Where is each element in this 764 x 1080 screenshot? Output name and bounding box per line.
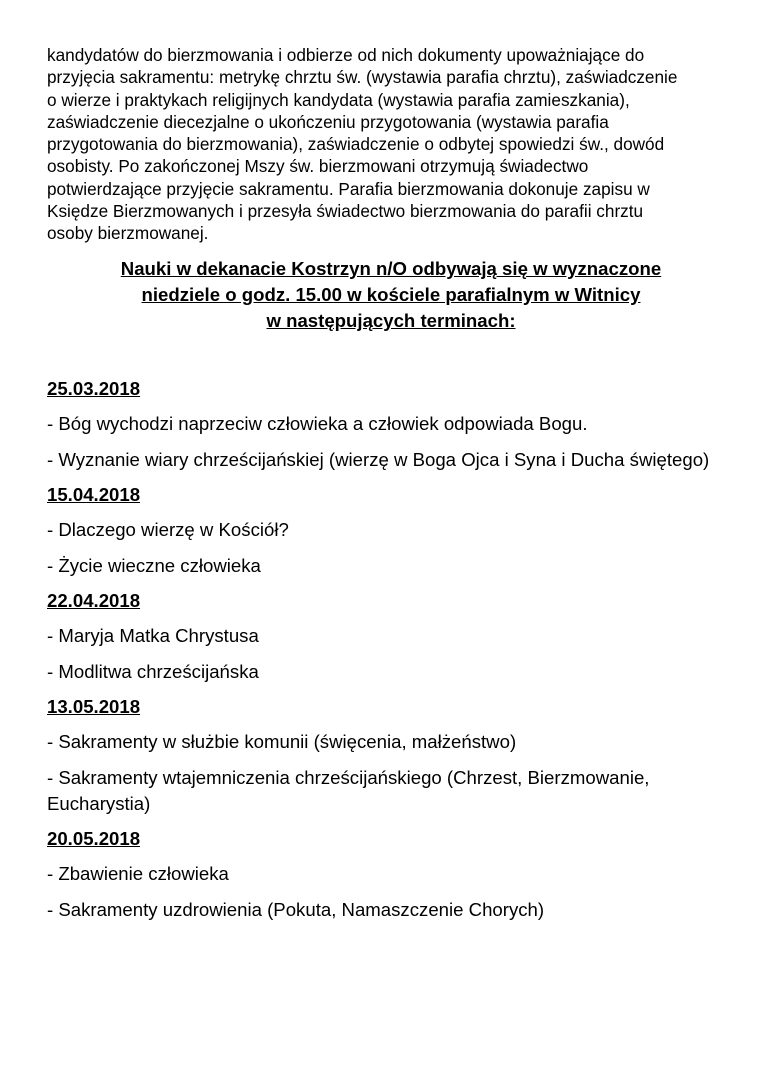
session-block — [47, 827, 723, 923]
session-date: 25.03.2018 — [47, 377, 141, 399]
session-date: 13.05.2018 — [47, 695, 141, 717]
intro-line: o wierze i praktykach religijnych kandydata (wystawia parafia zamieszkania), — [47, 89, 630, 110]
intro-line: potwierdzające przyjęcie sakramentu. Parafia bierzmowania dokonuje zapisu w — [47, 178, 650, 199]
schedule-heading — [47, 256, 723, 334]
intro-line: kandydatów do bierzmowania i odbierze od nich dokumenty upoważniające do — [47, 45, 645, 65]
intro-line: osobisty. Po zakończonej Mszy św. bierzmowani otrzymują świadectwo — [47, 156, 589, 177]
intro-line: zaświadczenie diecezjalne o ukończeniu przygotowania (wystawia parafia — [47, 111, 609, 132]
intro-line: przygotowania do bierzmowania), zaświadczenie o odbytej spowiedzi św., dowód — [47, 134, 665, 155]
session-topic: - Sakramenty w służbie komunii (święcenia, małżeństwo) — [47, 730, 517, 752]
heading-line: Nauki w dekanacie Kostrzyn n/O odbywają się w wyznaczone — [120, 257, 662, 279]
session-topic: - Życie wieczne człowieka — [47, 554, 261, 576]
heading-line: niedziele o godz. 15.00 w kościele parafialnym w Witnicy — [141, 283, 641, 305]
session-topic: - Bóg wychodzi naprzeciw człowieka a człowiek odpowiada Bogu. — [47, 412, 588, 434]
session-block — [47, 695, 723, 817]
session-date: 20.05.2018 — [47, 827, 141, 849]
intro-line: osoby bierzmowanej. — [47, 223, 209, 244]
document-page — [47, 44, 723, 933]
session-topic: - Sakramenty uzdrowienia (Pokuta, Namaszczenie Chorych) — [47, 898, 545, 920]
intro-line: przyjęcia sakramentu: metrykę chrztu św. (wystawia parafia chrztu), zaświadczenie — [47, 67, 678, 88]
session-topic: - Modlitwa chrześcijańska — [47, 660, 259, 682]
session-topic: - Sakramenty wtajemniczenia chrześcijańskiego (Chrzest, Bierzmowanie, Eucharystia) — [47, 766, 650, 814]
session-block — [47, 589, 723, 685]
session-topic: - Maryja Matka Chrystusa — [47, 624, 259, 646]
session-topic: - Wyznanie wiary chrześcijańskiej (wierzę w Boga Ojca i Syna i Ducha świętego) — [47, 448, 710, 470]
session-topic: - Dlaczego wierzę w Kościół? — [47, 518, 289, 540]
intro-paragraph — [47, 44, 723, 245]
intro-line: Księdze Bierzmowanych i przesyła świadectwo bierzmowania do parafii chrztu — [47, 201, 644, 222]
session-block — [47, 377, 723, 473]
session-block — [47, 483, 723, 579]
heading-line: w następujących terminach: — [266, 309, 516, 331]
session-date: 22.04.2018 — [47, 589, 141, 611]
session-topic: - Zbawienie człowieka — [47, 862, 229, 884]
schedule-list — [47, 377, 723, 923]
session-date: 15.04.2018 — [47, 483, 141, 505]
